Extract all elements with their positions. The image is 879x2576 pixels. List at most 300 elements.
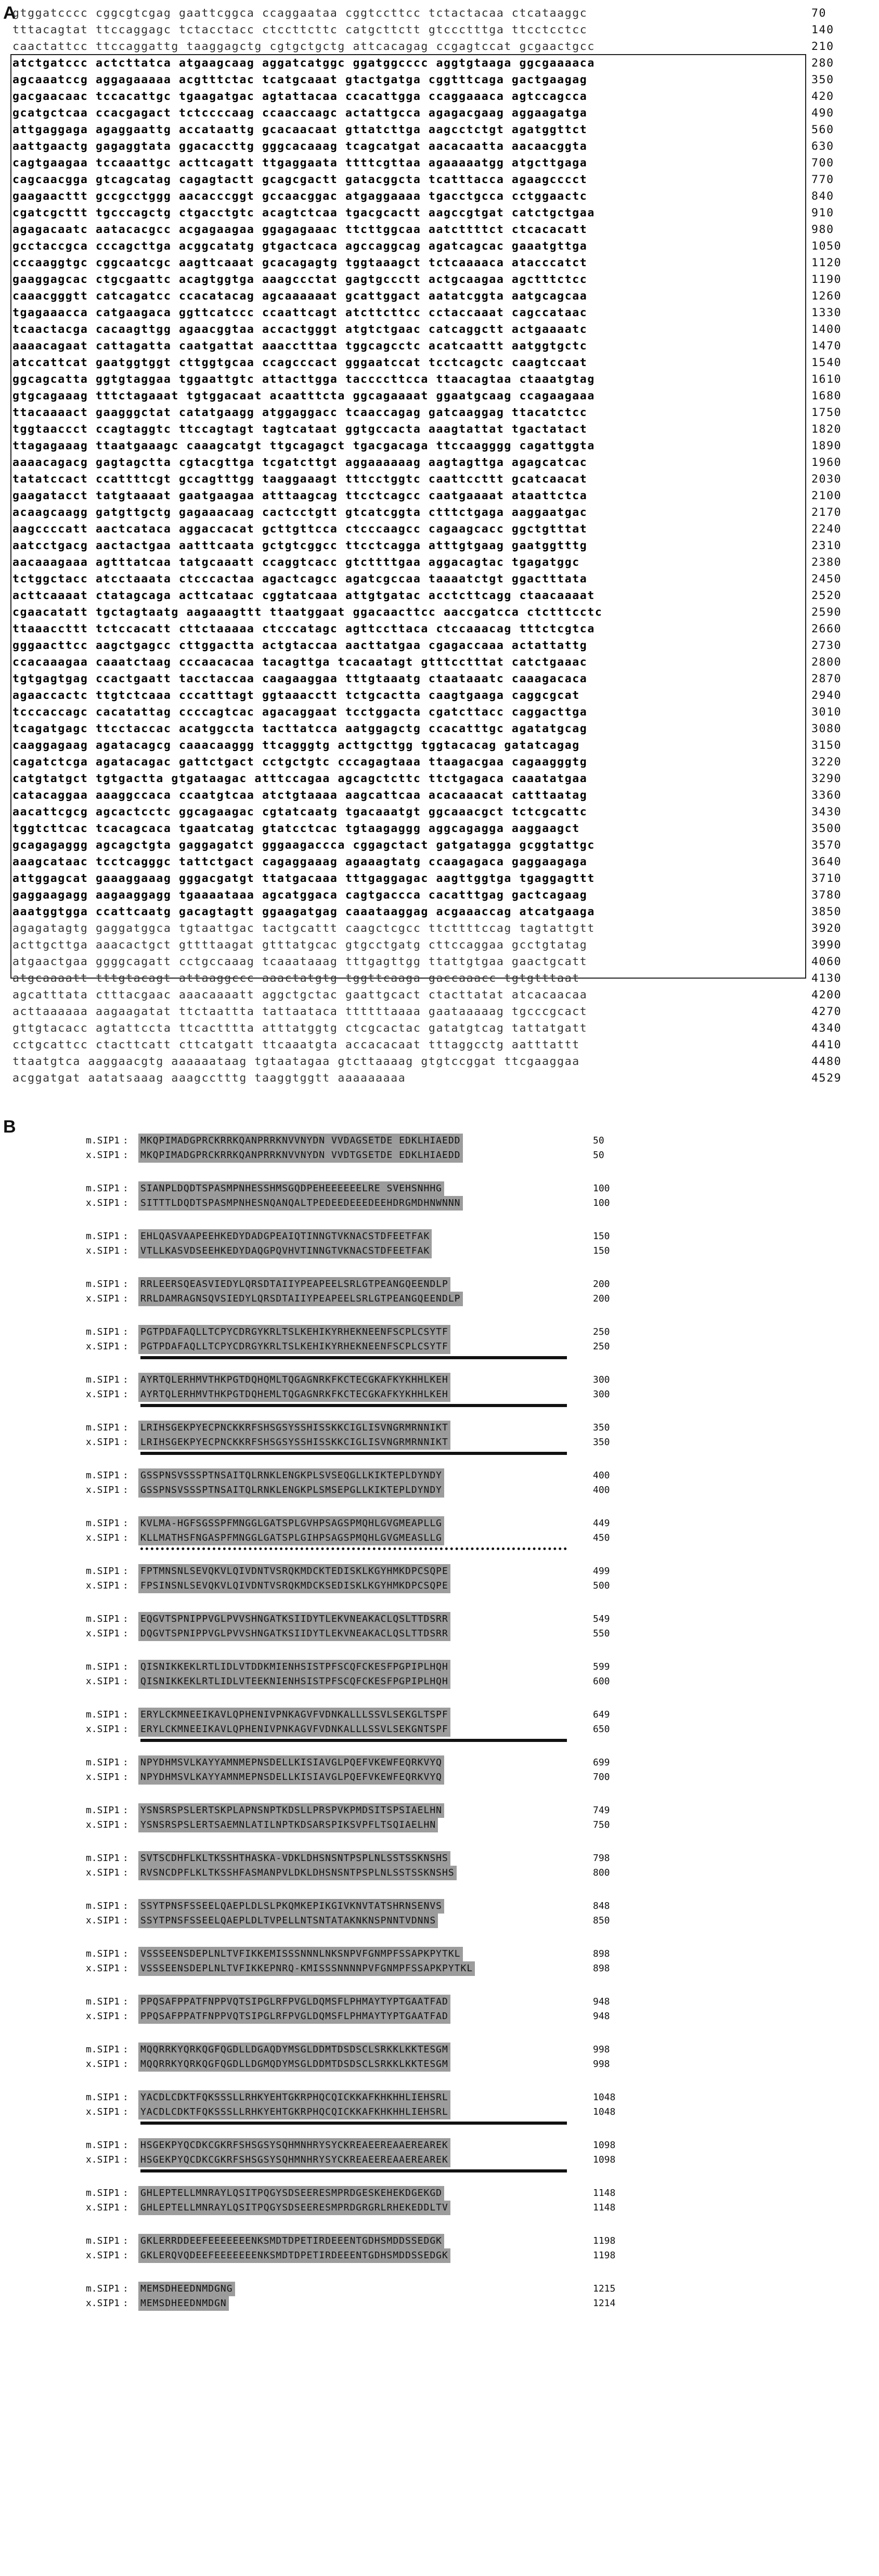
separator: :: [123, 2235, 128, 2246]
protein-sequence: NPYDHMSVLKAYYAMNMEPNSDELLKISIAVGLPQEFVKEWFEQRKVYQ: [138, 1770, 444, 1785]
sequence-line: [12, 1070, 865, 1087]
protein-sequence: SSYTPNSFSSEELQAEPLDLTVPELLNTSNTATAKNKNSPNNTVDNNS: [138, 1914, 438, 1928]
sequence-position: 3710: [811, 872, 842, 885]
alignment-row: [31, 1899, 863, 1914]
separator: :: [123, 1948, 128, 1959]
alignment-row: [31, 1866, 863, 1880]
protein-sequence: YACDLCDKTFQKSSSLLRHKYEHTGKRPHQCQICKKAFKHKHHLIEHSRL: [138, 2090, 450, 2105]
sequence-position: 4130: [811, 972, 842, 985]
sequence-position: 1120: [811, 256, 842, 269]
sequence-position: 4340: [811, 1022, 842, 1035]
residue-position: 1148: [593, 2188, 616, 2198]
alignment-block: [31, 2186, 863, 2234]
residue-position: 1048: [593, 2092, 616, 2103]
sequence-line: [12, 305, 865, 321]
protein-sequence: PPQSAFPPATFNPPVQTSIPGLRFPVGLDQMSFLPHMAYTYPTGAATFAD: [138, 2009, 450, 2024]
separator: :: [123, 2202, 128, 2213]
sequence-position: 2520: [811, 589, 842, 602]
sequence-position: 210: [811, 40, 834, 53]
protein-sequence: SITTTLDQDTSPASMPNHESNQANQALTPEDEEDEEEDEEHDRGMDHNWNNN: [138, 1196, 463, 1211]
sequence-position: 1610: [811, 373, 842, 386]
species-name: m.SIP1: [85, 1326, 120, 1337]
nucleotide-sequence-panel: [12, 5, 865, 1087]
alignment-row: [31, 1387, 863, 1402]
separator: :: [123, 1293, 128, 1304]
residue-position: 200: [593, 1279, 610, 1290]
residue-position: 650: [593, 1724, 610, 1735]
alignment-row: [31, 2201, 863, 2215]
species-name: m.SIP1: [85, 1901, 120, 1911]
domain-underline: [140, 1452, 567, 1455]
residue-position: 700: [593, 1772, 610, 1783]
residue-position: 350: [593, 1437, 610, 1448]
sequence-text: caaggagaag agatacagcg caaacaaggg ttcagggtg acttgcttgg tggtacacag gatatcagag: [12, 739, 580, 752]
protein-sequence: YSNSRSPSLERTSAEMNLATILNPTKDSARSPIKSVPFLTSQIAELHN: [138, 1818, 438, 1832]
alignment-row: [31, 1531, 863, 1545]
sequence-text: tatatccact ccattttcgt gccagtttgg taaggaaagt tttcctggtc caattccttt gcatcaacat: [12, 473, 588, 486]
sequence-position: 700: [811, 157, 834, 170]
separator: :: [123, 1279, 128, 1290]
alignment-row: [31, 2282, 863, 2296]
residue-position: 898: [593, 1963, 610, 1974]
species-name: m.SIP1: [85, 1470, 120, 1481]
residue-position: 750: [593, 1819, 610, 1830]
sequence-line: [12, 205, 865, 222]
separator: :: [123, 1724, 128, 1735]
separator: :: [123, 1805, 128, 1816]
alignment-block: [31, 2282, 863, 2330]
sequence-line: [12, 804, 865, 821]
alignment-row: [31, 1947, 863, 1961]
species-name: x.SIP1: [85, 1963, 120, 1974]
residue-position: 449: [593, 1518, 610, 1529]
sequence-position: 3360: [811, 789, 842, 802]
separator: :: [123, 2283, 128, 2294]
sequence-text: aaaacagacg gagtagctta cgtacgttga tcgatcttgt aggaaaaaag aagtagttga agagcatcac: [12, 456, 588, 469]
sequence-text: gtggatcccc cggcgtcgag gaattcggca ccaggaataa cggtccttcc tctactacaa ctcataaggc: [12, 7, 588, 20]
separator: :: [123, 1374, 128, 1385]
alignment-block: [31, 1660, 863, 1708]
residue-position: 948: [593, 2011, 610, 2022]
sequence-position: 2870: [811, 672, 842, 685]
alignment-block: [31, 1373, 863, 1421]
residue-position: 599: [593, 1661, 610, 1672]
alignment-row: [31, 1181, 863, 1196]
sequence-text: acttaaaaaa aagaagatat ttctaattta tattaataca ttttttaaaa gaataaaaag tgcccgcact: [12, 1005, 588, 1018]
sequence-line: [12, 754, 865, 771]
domain-underline: [140, 1404, 567, 1407]
separator: :: [123, 1437, 128, 1448]
alignment-row: [31, 1292, 863, 1306]
sequence-line: [12, 438, 865, 454]
alignment-row: [31, 1516, 863, 1531]
sequence-text: agcatttata ctttacgaac aaacaaaatt aggctgctac gaattgcact ctacttatat atcacaacaa: [12, 988, 588, 1001]
alignment-row: [31, 1995, 863, 2009]
sequence-text: tcccaccagc cacatattag ccccagtcac agacaggaat tcctggacta cgatcttacc caggacttga: [12, 706, 588, 719]
alignment-row: [31, 1660, 863, 1674]
residue-position: 1098: [593, 2154, 616, 2165]
protein-sequence: QISNIKKEKLRTLIDLVTEEKNIENHSISTPFSCQFCKESFPGPIPLHQH: [138, 1674, 450, 1689]
sequence-line: [12, 737, 865, 754]
species-name: x.SIP1: [85, 1532, 120, 1543]
species-name: x.SIP1: [85, 2106, 120, 2117]
protein-sequence: EQGVTSPNIPPVGLPVVSHNGATKSIIDYTLEKVNEAKACLQSLTTDSRR: [138, 1612, 450, 1627]
sequence-line: [12, 321, 865, 338]
species-name: x.SIP1: [85, 1580, 120, 1591]
sequence-line: [12, 471, 865, 488]
separator: :: [123, 1389, 128, 1400]
residue-position: 250: [593, 1326, 610, 1337]
residue-position: 1215: [593, 2283, 616, 2294]
sequence-line: [12, 122, 865, 138]
sequence-line: [12, 371, 865, 388]
protein-sequence: KVLMA-HGFSGSSPFMNGGLGATSPLGVHPSAGSPMQHLGVGMEAPLLG: [138, 1516, 444, 1531]
residue-position: 50: [593, 1135, 604, 1146]
residue-position: 948: [593, 1996, 610, 2007]
sequence-line: [12, 405, 865, 421]
alignment-block: [31, 2234, 863, 2282]
sequence-text: atgcaaaatt tttgtacagt attaaggccc aaactatgtg tggttcaaga gaccaaacc tgtgtttaat: [12, 972, 580, 985]
sequence-position: 3780: [811, 889, 842, 902]
alignment-block: [31, 1708, 863, 1755]
species-name: x.SIP1: [85, 1293, 120, 1304]
protein-sequence: RRLDAMRAGNSQVSIEDYLQRSDTAIIYPEAPEELSRLGTPEANGQEENDLP: [138, 1292, 463, 1306]
species-name: x.SIP1: [85, 2202, 120, 2213]
sequence-text: tcagatgagc ttcctaccac acatggccta tacttatcca aatggagctg ccacatttgc agatatgcag: [12, 722, 588, 735]
sequence-position: 2030: [811, 473, 842, 486]
sequence-position: 4060: [811, 955, 842, 968]
separator: :: [123, 1518, 128, 1529]
sequence-position: 2940: [811, 689, 842, 702]
sequence-text: ttaatgtca aaggaacgtg aaaaaataag tgtaatagaa gtcttaaaag gtgtccggat ttcgaaggaa: [12, 1055, 580, 1068]
sequence-line: [12, 837, 865, 854]
sequence-line: [12, 521, 865, 538]
sequence-line: [12, 105, 865, 122]
protein-sequence: AYRTQLERHMVTHKPGTDQHQMLTQGAGNRKFKCTECGKAFKYKHHLKEH: [138, 1373, 450, 1387]
residue-position: 898: [593, 1948, 610, 1959]
sequence-text: attgaggaga agaggaattg accataattg gcacaacaat gttatcttga aagcctctgt agatggttct: [12, 123, 588, 136]
sequence-line: [12, 88, 865, 105]
species-name: x.SIP1: [85, 1915, 120, 1926]
sequence-line: [12, 887, 865, 904]
sequence-text: gtgcagaaag tttctagaaat tgtggacaat acaatttcta ggcagaaaat ggaatgcaag ccagaagaaa: [12, 389, 595, 402]
protein-sequence: YSNSRSPSLERTSKPLAPNSNPTKDSLLPRSPVKPMDSITSPSIAELHN: [138, 1803, 444, 1818]
separator: :: [123, 1326, 128, 1337]
sequence-line: [12, 588, 865, 604]
sequence-position: 4410: [811, 1038, 842, 1051]
species-name: m.SIP1: [85, 1948, 120, 1959]
sequence-position: 2100: [811, 489, 842, 502]
sequence-position: 1470: [811, 340, 842, 353]
sequence-text: gggaacttcc aagctgagcc cttggactta actgtaccaa aacttatgaa cgagaccaaa actattattg: [12, 639, 588, 652]
sequence-text: agagacaatc aatacacgcc acgagaagaa ggagagaaac ttcttggcaa aatcttttct ctcacacatt: [12, 223, 588, 236]
sequence-position: 3290: [811, 772, 842, 785]
sequence-line: [12, 504, 865, 521]
sequence-line: [12, 155, 865, 172]
sequence-position: 1330: [811, 306, 842, 319]
sequence-line: [12, 454, 865, 471]
sequence-text: gaagatacct tatgtaaaat gaatgaagaa atttaagcag ttcctcagcc caatgaaaat ataattctca: [12, 489, 588, 502]
sequence-text: tgagaaacca catgaagaca ggttcatccc ccaattcagt atcttcttcc cctaccaaat cagccataac: [12, 306, 588, 319]
sequence-text: ttaaaccttt tctccacatt cttctaaaaa ctcccatagc agttccttaca ctccaaacag tttctcgtca: [12, 622, 595, 635]
sequence-line: [12, 22, 865, 38]
panel-b-label: B: [3, 1117, 16, 1137]
sequence-position: 1680: [811, 389, 842, 402]
sequence-text: ccacaaagaa caaatctaag cccaacacaa tacagttga tcacaatagt gtttcctttat catctgaaac: [12, 656, 588, 669]
protein-sequence: SIANPLDQDTSPASMPNHESSHMSGQDPEHEEEEEELRE SVEHSNHHG: [138, 1181, 444, 1196]
species-name: m.SIP1: [85, 1279, 120, 1290]
sequence-position: 2310: [811, 539, 842, 552]
sequence-line: [12, 271, 865, 288]
sequence-line: [12, 638, 865, 654]
sequence-position: 560: [811, 123, 834, 136]
residue-position: 250: [593, 1341, 610, 1352]
sequence-text: gcatgctcaa ccacgagact tctccccaag ccaaccaagc actattgcca agagacgaag aggaagatga: [12, 107, 588, 120]
sequence-line: [12, 55, 865, 72]
separator: :: [123, 1772, 128, 1783]
sequence-text: tctggctacc atcctaaata ctcccactaa agactcagcc agatcgccaa taaaatctgt ggactttata: [12, 573, 588, 586]
sequence-text: atgaactgaa ggggcagatt cctgccaaag tcaaataaag tttgagttgg ttattgtgaa gaactgcatt: [12, 955, 588, 968]
sequence-text: tttacagtat ttccaggagc tctacctacc ctccttcttc catgcttctt gtccctttga ttcctcctcc: [12, 23, 588, 36]
domain-underline: [140, 1547, 567, 1550]
sequence-position: 4480: [811, 1055, 842, 1068]
sequence-line: [12, 970, 865, 987]
sequence-line: [12, 554, 865, 571]
separator: :: [123, 1628, 128, 1639]
species-name: x.SIP1: [85, 2154, 120, 2165]
protein-sequence: FPSINSNLSEVQKVLQIVDNTVSRQKMDCKSEDISKLKGYHMKDPCSQPE: [138, 1579, 450, 1593]
sequence-position: 3920: [811, 922, 842, 935]
residue-position: 1048: [593, 2106, 616, 2117]
residue-position: 300: [593, 1374, 610, 1385]
separator: :: [123, 2059, 128, 2070]
sequence-position: 3640: [811, 855, 842, 868]
sequence-text: acttgcttga aaacactgct gttttaagat gtttatgcac gtgcctgatg cttccaggaa gcctgtatag: [12, 939, 588, 952]
alignment-block: [31, 1851, 863, 1899]
species-name: m.SIP1: [85, 2044, 120, 2055]
protein-sequence: KLLMATHSFNGASPFMNGGLGATSPLGIHPSAGSPMQHLGVGMEASLLG: [138, 1531, 444, 1545]
alignment-row: [31, 1612, 863, 1627]
species-name: m.SIP1: [85, 1231, 120, 1242]
protein-sequence: MKQPIMADGPRCKRRKQANPRRKNVVNYDN VVDTGSETDE EDKLHIAEDD: [138, 1148, 463, 1163]
sequence-position: 70: [811, 7, 827, 20]
species-name: m.SIP1: [85, 1614, 120, 1624]
species-name: x.SIP1: [85, 2011, 120, 2022]
alignment-block: [31, 1947, 863, 1995]
species-name: x.SIP1: [85, 1628, 120, 1639]
protein-sequence: VTLLKASVDSEEHKEDYDAQGPQVHVTINNGTVKNACSTDFEETFAK: [138, 1244, 432, 1258]
sequence-line: [12, 870, 865, 887]
alignment-block: [31, 1803, 863, 1851]
residue-position: 500: [593, 1580, 610, 1591]
sequence-text: aacattcgcg agcactcctc ggcagaagac cgtatcaatg tgacaaatgt ggcaaacgct tctcgcattc: [12, 805, 588, 818]
species-name: m.SIP1: [85, 1709, 120, 1720]
sequence-text: aaagcataac tcctcagggc tattctgact cagaggaaag agaaagtatg ccaagagaca gaggaagaga: [12, 855, 588, 868]
separator: :: [123, 1709, 128, 1720]
species-name: m.SIP1: [85, 2140, 120, 2151]
protein-sequence: RRLEERSQEASVIEDYLQRSDTAIIYPEAPEELSRLGTPEANGQEENDLP: [138, 1277, 450, 1292]
alignment-block: [31, 1899, 863, 1947]
sequence-line: [12, 288, 865, 305]
species-name: m.SIP1: [85, 1422, 120, 1433]
residue-position: 550: [593, 1628, 610, 1639]
protein-sequence: YACDLCDKTFQKSSSLLRHKYEHTGKRPHQCQICKKAFKHKHHLIEHSRL: [138, 2105, 450, 2119]
alignment-row: [31, 2009, 863, 2024]
protein-alignment-panel: [31, 1134, 863, 2330]
residue-position: 998: [593, 2059, 610, 2070]
species-name: x.SIP1: [85, 1772, 120, 1783]
sequence-line: [12, 920, 865, 937]
sequence-text: atccattcat gaatggtggt cttggtgcaa ccagcccact gggaatccat tcctcagctc caagtccaat: [12, 356, 588, 369]
species-name: x.SIP1: [85, 1437, 120, 1448]
sequence-text: aaatggtgga ccattcaatg gacagtagtt ggaagatgag caaataaggag acgaaaccag atcatgaaga: [12, 905, 595, 918]
alignment-block: [31, 1516, 863, 1564]
alignment-row: [31, 1914, 863, 1928]
species-name: m.SIP1: [85, 1135, 120, 1146]
sequence-line: [12, 987, 865, 1004]
sequence-text: aattgaactg gagaggtata ggacaccttg gggcacaaag tcagcatgat aacacaatta aacaacggta: [12, 140, 588, 153]
alignment-block: [31, 1421, 863, 1468]
sequence-text: atctgatccc actcttatca atgaagcaag aggatcatggc ggatggcccc aggtgtaaga ggcgaaaaca: [12, 57, 595, 70]
sequence-text: gaggaagagg aagaaggagg tgaaaataaa agcatggaca cagtgaccca cacatttgag gactcagaag: [12, 889, 588, 902]
separator: :: [123, 1963, 128, 1974]
sequence-position: 910: [811, 206, 834, 219]
species-name: x.SIP1: [85, 1198, 120, 1208]
sequence-line: [12, 1053, 865, 1070]
residue-position: 450: [593, 1532, 610, 1543]
alignment-row: [31, 1627, 863, 1641]
sequence-position: 2240: [811, 523, 842, 536]
separator: :: [123, 1901, 128, 1911]
sequence-line: [12, 954, 865, 970]
sequence-text: gcctaccgca cccagcttga acggcatatg gtgactcaca agccaggcag agatcagcac gaaatgttga: [12, 240, 588, 253]
species-name: x.SIP1: [85, 1341, 120, 1352]
sequence-line: [12, 687, 865, 704]
alignment-block: [31, 2138, 863, 2186]
protein-sequence: VSSSEENSDEPLNLTVFIKKEPNRQ-KMISSSNNNNPVFGNMPFSSAPKPYTKL: [138, 1961, 475, 1976]
domain-underline: [140, 1356, 567, 1359]
protein-sequence: FPTMNSNLSEVQKVLQIVDNTVSRQKMDCKTEDISKLKGYHMKDPCSQPE: [138, 1564, 450, 1579]
sequence-text: gacgaacaac tccacattgc tgaagatgac agtattacaa ccacattgga ccaggaaaca agtccagcca: [12, 90, 588, 103]
sequence-text: aacaaagaaa agtttatcaa tatgcaaatt ccaggtcacc gtcttttgaa aggacagtac tgagatggc: [12, 556, 580, 569]
sequence-position: 280: [811, 57, 834, 70]
sequence-position: 770: [811, 173, 834, 186]
species-name: m.SIP1: [85, 1183, 120, 1194]
sequence-position: 2450: [811, 573, 842, 586]
sequence-text: gaaggagcac ctgcgaattc acagtggtga aaagccctat gagtgccctt actgcaagaa agctttctcc: [12, 273, 588, 286]
residue-position: 150: [593, 1231, 610, 1242]
sequence-text: cgaacatatt tgctagtaatg aagaaagttt ttaatggaat ggacaacttcc aaccgatcca ctctttcctc: [12, 606, 603, 619]
species-name: x.SIP1: [85, 1245, 120, 1256]
sequence-line: [12, 604, 865, 621]
sequence-line: [12, 1037, 865, 1053]
protein-sequence: GHLEPTELLMNRAYLQSITPQGYSDSEERESMPRDGRGRLRHEKEDDLTV: [138, 2201, 450, 2215]
sequence-text: cccaaggtgc cggcaatcgc aagttcaaat gcacagagtg tggtaaagct tctcaaaaca atacccatct: [12, 256, 588, 269]
sequence-text: catgtatgct tgtgactta gtgataagac atttccagaa agcagctcttc ttctgagaca caaatatgaa: [12, 772, 588, 785]
residue-position: 800: [593, 1867, 610, 1878]
alignment-block: [31, 1134, 863, 1181]
sequence-line: [12, 654, 865, 671]
sequence-position: 2800: [811, 656, 842, 669]
sequence-position: 1400: [811, 323, 842, 336]
separator: :: [123, 1614, 128, 1624]
protein-sequence: ERYLCKMNEEIKAVLQPHENIVPNKAGVFVDNKALLLSSVLSEKGLTSPF: [138, 1708, 450, 1722]
sequence-text: agagatagtg gaggatggca tgtaattgac tactgcattt caagctcgcc ttcttttccag tagtattgtt: [12, 922, 595, 935]
sequence-text: gcagagaggg agcagctgta gaggagatct gggaagaccca cggagctact gatgatagga gcggtattgc: [12, 839, 595, 852]
sequence-text: ttagagaaag ttaatgaaagc caaagcatgt ttgcagagct tgacgacaga ttccaagggg cagattggta: [12, 439, 595, 452]
separator: :: [123, 1183, 128, 1194]
alignment-row: [31, 1722, 863, 1737]
alignment-row: [31, 2153, 863, 2167]
sequence-position: 3080: [811, 722, 842, 735]
sequence-position: 840: [811, 190, 834, 203]
alignment-block: [31, 1995, 863, 2042]
sequence-line: [12, 854, 865, 870]
residue-position: 1098: [593, 2140, 616, 2151]
alignment-row: [31, 1579, 863, 1593]
sequence-text: cagtgaagaa tccaaattgc acttcagatt ttgaggaata ttttcgttaa agaaaaatgg atgcttgaga: [12, 157, 588, 170]
alignment-row: [31, 2042, 863, 2057]
alignment-block: [31, 1564, 863, 1612]
alignment-row: [31, 1373, 863, 1387]
sequence-text: gaagaacttt gccgcctggg aacacccggt gccaacggac atgaggaaaa tgacctgcca cctggaactc: [12, 190, 588, 203]
sequence-position: 1540: [811, 356, 842, 369]
sequence-line: [12, 172, 865, 188]
protein-sequence: NPYDHMSVLKAYYAMNMEPNSDELLKISIAVGLPQEFVKEWFEQRKVYQ: [138, 1755, 444, 1770]
residue-position: 1198: [593, 2235, 616, 2246]
sequence-text: acaagcaagg gatgttgctg gagaaacaag cactcctgtt gtcatcggta ctttctgaga aaggaatgac: [12, 506, 588, 519]
species-name: x.SIP1: [85, 2250, 120, 2261]
species-name: x.SIP1: [85, 1389, 120, 1400]
protein-sequence: AYRTQLERHMVTHKPGTDQHEMLTQGAGNRKFKCTECGKAFKYKHHLKEH: [138, 1387, 450, 1402]
sequence-text: cgatcgcttt tgcccagctg ctgacctgtc acagtctcaa tgacgcactt aagccgtgat catctgctgaa: [12, 206, 595, 219]
alignment-row: [31, 1148, 863, 1163]
residue-position: 200: [593, 1293, 610, 1304]
sequence-text: cctgcattcc ctacttcatt cttcatgatt ttcaaatgta accacacaat tttaggcctg aatttattt: [12, 1038, 580, 1051]
sequence-position: 2380: [811, 556, 842, 569]
protein-sequence: GSSPNSVSSSPTNSAITQLRNKLENGKPLSVSEQGLLKIKTEPLDYNDY: [138, 1468, 444, 1483]
separator: :: [123, 1422, 128, 1433]
separator: :: [123, 1231, 128, 1242]
separator: :: [123, 2011, 128, 2022]
alignment-row: [31, 1244, 863, 1258]
species-name: m.SIP1: [85, 1996, 120, 2007]
separator: :: [123, 1485, 128, 1495]
alignment-row: [31, 1770, 863, 1785]
separator: :: [123, 1150, 128, 1161]
protein-sequence: LRIHSGEKPYECPNCKKRFSHSGSYSSHISSKKCIGLISVNGRMRNNIKT: [138, 1435, 450, 1450]
species-name: x.SIP1: [85, 2059, 120, 2070]
sequence-position: 980: [811, 223, 834, 236]
alignment-row: [31, 1564, 863, 1579]
sequence-line: [12, 904, 865, 920]
sequence-text: ttacaaaact gaagggctat catatgaagg atggaggacc tcaaccagag gatcaaggag ttacatctcc: [12, 406, 588, 419]
separator: :: [123, 1198, 128, 1208]
sequence-line: [12, 571, 865, 588]
alignment-row: [31, 1803, 863, 1818]
residue-position: 699: [593, 1757, 610, 1768]
alignment-block: [31, 1181, 863, 1229]
protein-sequence: SVTSCDHFLKLTKSSHTHASKA-VDKLDHSNSNTPSPLNLSSTSSKNSHS: [138, 1851, 450, 1866]
alignment-row: [31, 1961, 863, 1976]
alignment-block: [31, 1468, 863, 1516]
separator: :: [123, 1915, 128, 1926]
sequence-position: 3220: [811, 756, 842, 769]
sequence-line: [12, 488, 865, 504]
domain-underline: [140, 2122, 567, 2125]
sequence-line: [12, 1004, 865, 1020]
residue-position: 100: [593, 1183, 610, 1194]
